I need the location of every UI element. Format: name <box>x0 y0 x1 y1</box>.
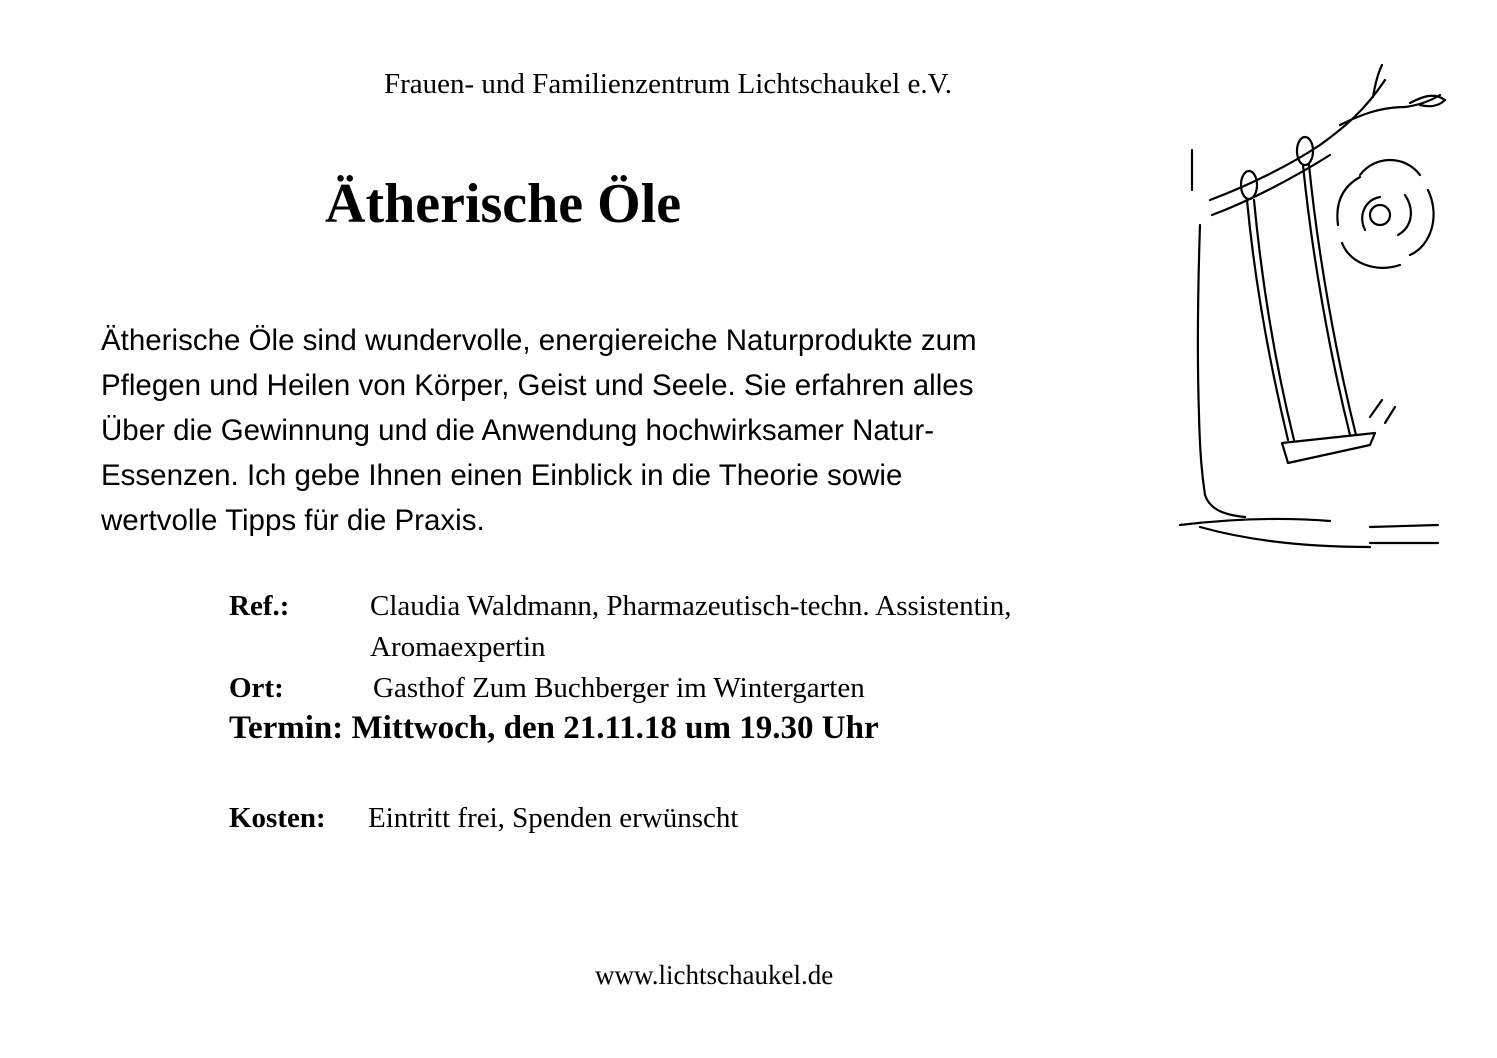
tree-swing-sun-icon <box>1170 55 1470 555</box>
referent-value-continued: Aromaexpertin <box>370 631 546 663</box>
ort-label: Ort: <box>229 672 284 704</box>
referent-value: Claudia Waldmann, Pharmazeutisch-techn. Assistentin, <box>370 590 1012 622</box>
ort-value: Gasthof Zum Buchberger im Wintergarten <box>373 672 865 704</box>
termin-row: Termin: Mittwoch, den 21.11.18 um 19.30 Uhr <box>229 710 879 746</box>
organization-name: Frauen- und Familienzentrum Lichtschaukel e.V. <box>384 68 953 100</box>
website-url: www.lichtschaukel.de <box>595 960 834 990</box>
description-line: Essenzen. Ich gebe Ihnen einen Einblick in die Theorie sowie <box>101 459 903 492</box>
kosten-value: Eintritt frei, Spenden erwünscht <box>368 802 739 834</box>
description-line: Pflegen und Heilen von Körper, Geist und Seele. Sie erfahren alles <box>101 369 974 402</box>
description-line: wertvolle Tipps für die Praxis. <box>101 504 485 537</box>
description <box>101 318 977 543</box>
page-title: Ätherische Öle <box>325 173 682 235</box>
kosten-label: Kosten: <box>229 802 326 834</box>
referent-label: Ref.: <box>229 590 290 622</box>
description-line: Über die Gewinnung und die Anwendung hochwirksamer Natur- <box>101 414 935 447</box>
description-line: Ätherische Öle sind wundervolle, energiereiche Naturprodukte zum <box>101 324 977 357</box>
